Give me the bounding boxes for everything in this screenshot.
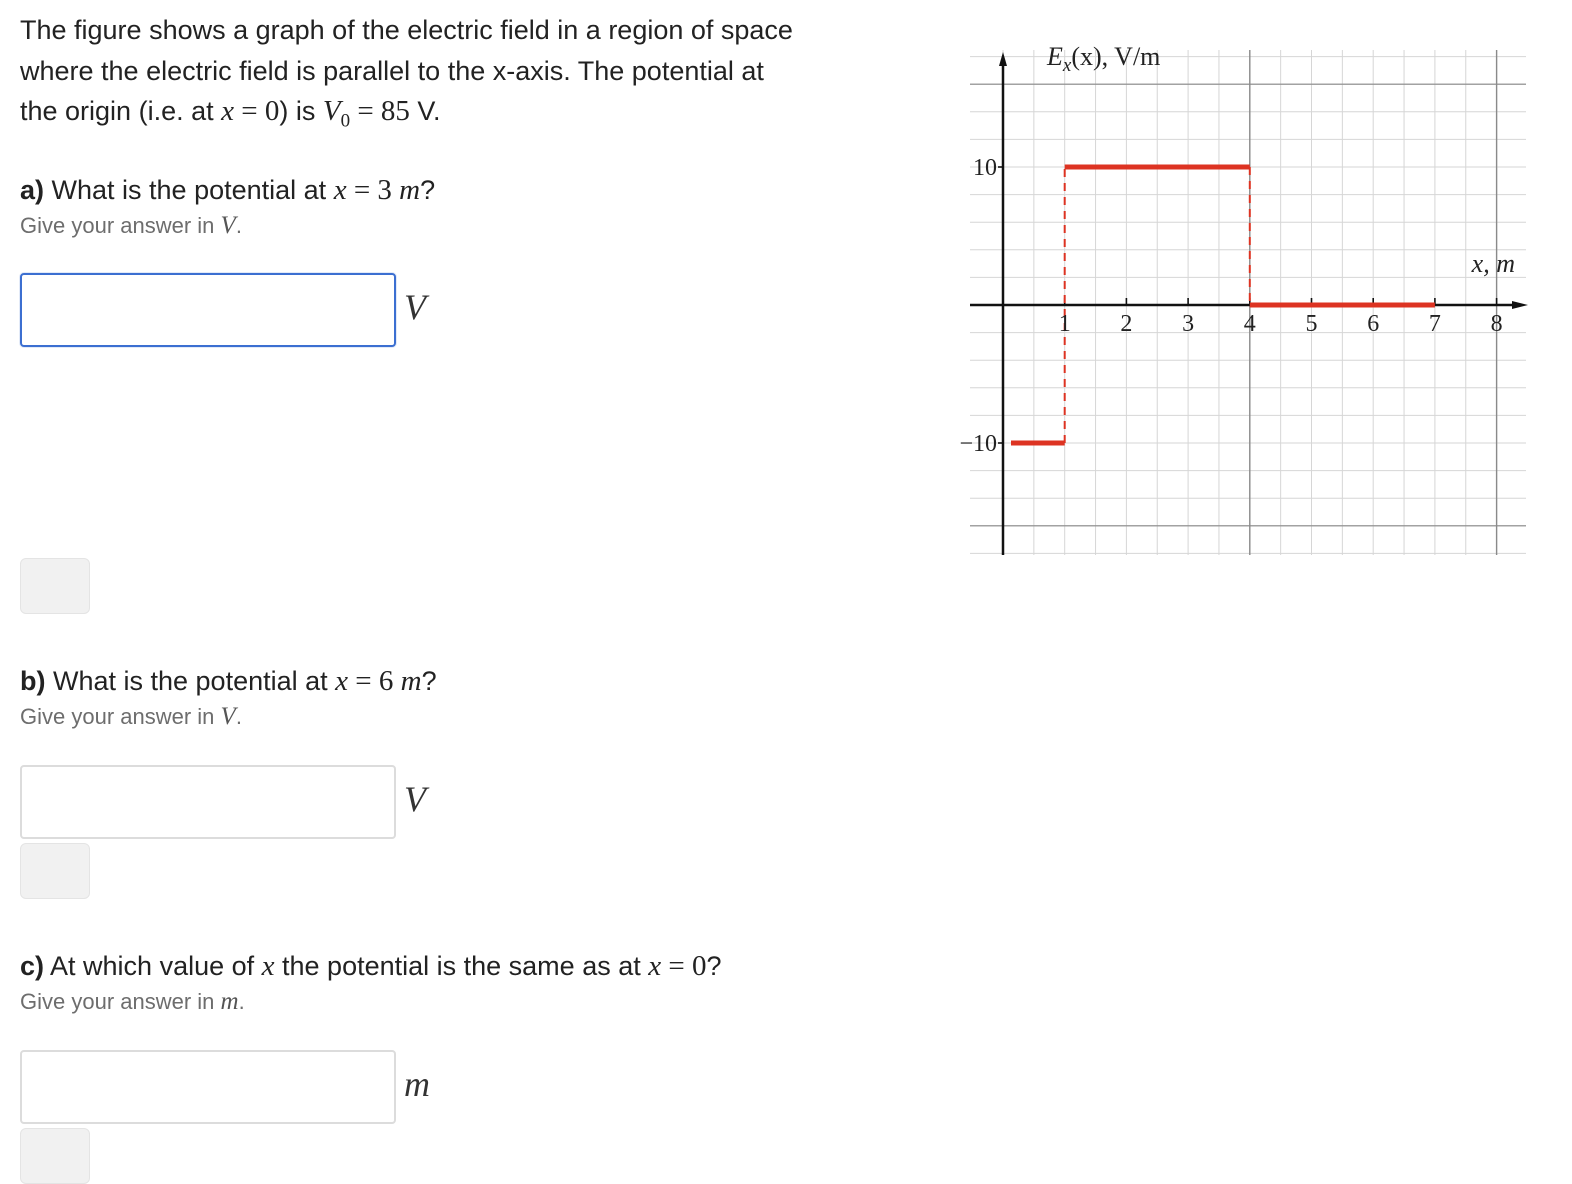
- question-c-var: x: [261, 950, 275, 982]
- question-c-text: At which value of: [44, 951, 262, 981]
- answer-c-input[interactable]: [20, 1050, 396, 1124]
- hint-a-pre: Give your answer in: [20, 213, 221, 238]
- question-c-eq: = 0: [661, 950, 707, 982]
- y-tick-label: 10: [973, 155, 997, 181]
- question-c-end: ?: [706, 951, 722, 981]
- x-variable: x: [221, 95, 234, 127]
- hint-c-end: .: [238, 989, 245, 1014]
- question-b-end: ?: [421, 666, 437, 696]
- question-c-var2: x: [648, 950, 662, 982]
- hint-a-end: .: [235, 213, 242, 238]
- question-b-eq: = 6: [348, 665, 401, 697]
- question-c-text2: the potential is the same as at: [274, 951, 649, 981]
- question-a-var: x: [333, 174, 347, 206]
- question-b: [20, 661, 437, 701]
- question-b-hint: [20, 702, 242, 732]
- answer-c-unit: m: [404, 1064, 430, 1104]
- problem-statement: [20, 10, 920, 142]
- answer-a-input[interactable]: [20, 273, 396, 347]
- y-axis-arrow: [999, 52, 1007, 66]
- x-tick-label: 6: [1367, 311, 1380, 337]
- potential-subscript: 0: [340, 110, 351, 132]
- grid: [970, 50, 1526, 555]
- hint-b-end: .: [235, 704, 242, 729]
- question-a-hint: [20, 211, 242, 241]
- question-b-text: What is the potential at: [45, 666, 336, 696]
- question-a-text: What is the potential at: [44, 175, 334, 205]
- question-a-unit-var: m: [399, 174, 421, 206]
- hint-a-unit: V: [220, 212, 236, 239]
- potential-symbol: V: [322, 95, 341, 127]
- question-b-unit-var: m: [400, 665, 422, 697]
- x-axis-label: x, m: [1471, 249, 1515, 278]
- y-tick-label: −10: [959, 431, 997, 457]
- intro-line-3-pre: the origin (i.e. at: [20, 96, 222, 126]
- x-equals-zero: = 0: [233, 95, 280, 127]
- question-a-letter: a): [20, 175, 45, 205]
- x-axis-arrow: [1512, 301, 1528, 309]
- hint-c-pre: Give your answer in: [20, 989, 221, 1014]
- hint-b-unit: V: [220, 703, 236, 730]
- question-b-var: x: [335, 665, 349, 697]
- x-tick-label: 4: [1243, 311, 1256, 337]
- potential-value: = 85: [350, 95, 410, 127]
- hint-c-unit: m: [220, 988, 239, 1015]
- question-c-hint: [20, 987, 245, 1017]
- question-c-letter: c): [20, 951, 45, 981]
- question-a-end: ?: [420, 175, 436, 205]
- x-tick-label: 5: [1305, 311, 1318, 337]
- answer-b-input[interactable]: [20, 765, 396, 839]
- x-tick-label: 7: [1428, 311, 1441, 337]
- x-tick-label: 1: [1058, 311, 1071, 337]
- axes: [970, 52, 1528, 555]
- answer-a-unit: V: [404, 287, 426, 327]
- potential-unit: V.: [409, 96, 441, 126]
- intro-line-3: [20, 91, 920, 142]
- intro-line-2: where the electric field is parallel to the x-axis. The potential at: [20, 55, 764, 86]
- question-c: [20, 946, 722, 986]
- electric-field-graph: [940, 20, 1540, 565]
- intro-line-1: The figure shows a graph of the electric field in a region of space: [20, 15, 793, 45]
- x-tick-label: 8: [1490, 311, 1503, 337]
- y-axis-label: $E_x(x)$, V/m: [1047, 42, 1161, 76]
- question-b-letter: b): [20, 666, 46, 696]
- intro-mid: ) is: [279, 96, 323, 126]
- answer-b-unit: V: [404, 779, 426, 819]
- question-a: [20, 170, 435, 210]
- check-b-button[interactable]: [20, 843, 90, 899]
- question-a-eq: = 3: [346, 174, 400, 206]
- check-a-button[interactable]: [20, 558, 90, 614]
- check-c-button[interactable]: [20, 1128, 90, 1184]
- hint-b-pre: Give your answer in: [20, 704, 221, 729]
- x-tick-label: 3: [1182, 311, 1195, 337]
- x-tick-label: 2: [1120, 311, 1133, 337]
